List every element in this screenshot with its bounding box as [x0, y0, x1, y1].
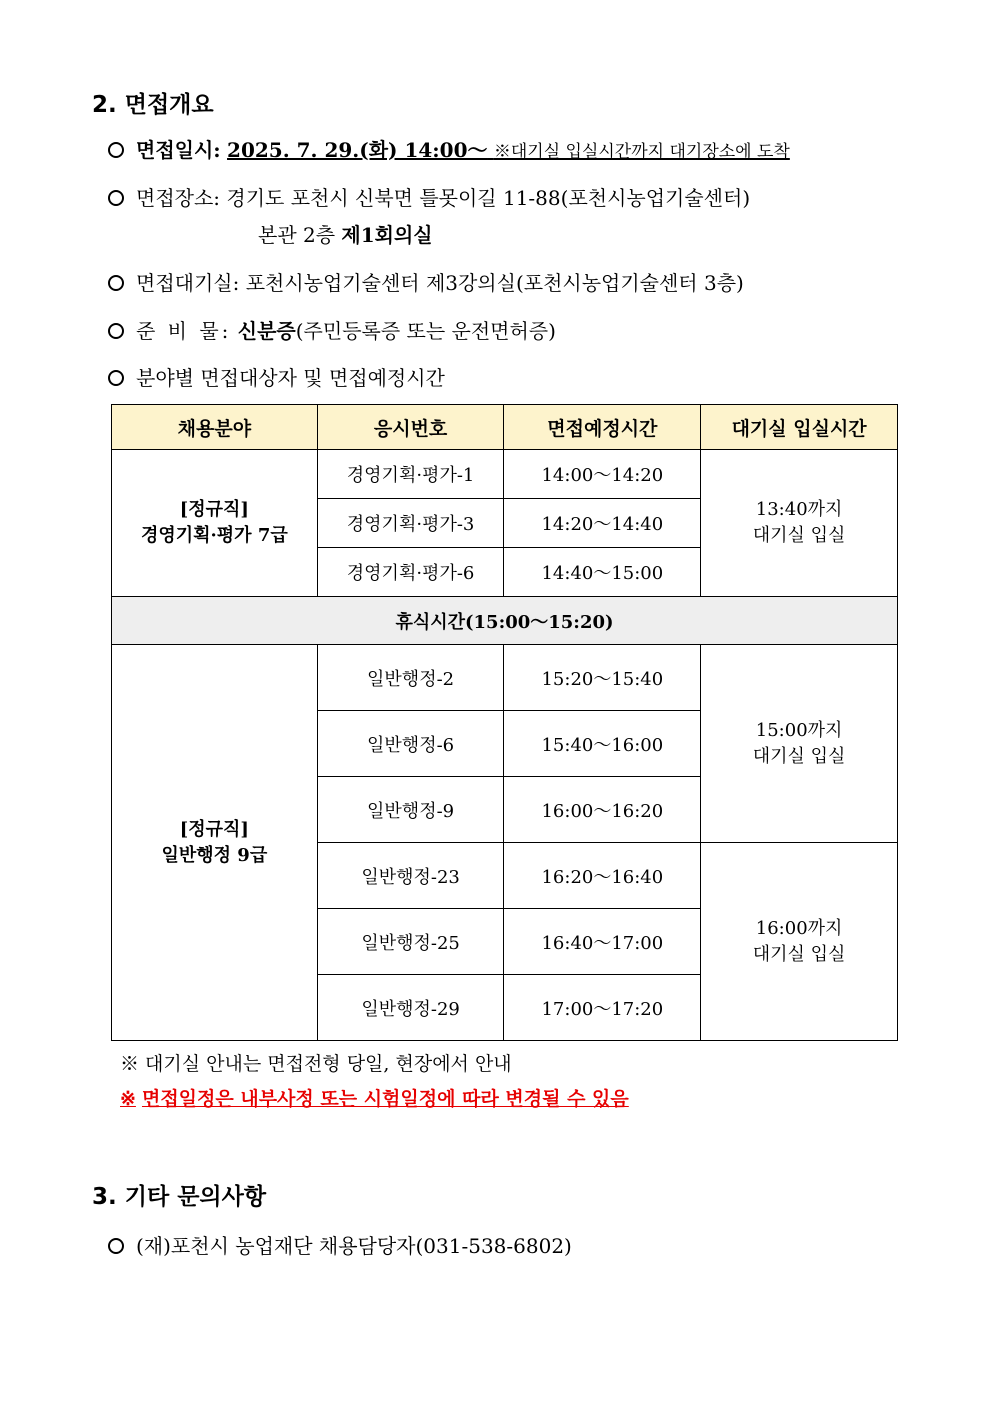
place-value: 경기도 포천시 신북면 틀못이길 11-88(포천시농업기술센터)	[226, 186, 751, 210]
schedule-intro: 분야별 면접대상자 및 면접예정시간	[136, 366, 445, 390]
items-label: 준 비 물:	[136, 319, 232, 343]
items-line	[108, 315, 556, 344]
section-2-title: 2. 면접개요	[92, 92, 214, 118]
applicant-id: 일반행정-23	[317, 843, 504, 909]
note-waiting-room: ※ 대기실 안내는 면접전형 당일, 현장에서 안내	[120, 1053, 512, 1075]
header-field: 채용분야	[112, 405, 318, 450]
contact-line	[108, 1230, 572, 1259]
warning-mark: ※	[120, 1088, 136, 1110]
interview-place-line	[108, 182, 750, 211]
interview-place-line-2	[258, 219, 433, 248]
interview-time: 16:20～16:40	[504, 843, 701, 909]
circle-bullet-icon	[108, 1238, 124, 1254]
circle-bullet-icon	[108, 370, 124, 386]
interview-time: 16:00～16:20	[504, 777, 701, 843]
interview-time: 15:40～16:00	[504, 711, 701, 777]
applicant-id: 일반행정-6	[317, 711, 504, 777]
items-bold: 신분증	[237, 319, 296, 343]
place-label: 면접장소:	[136, 186, 221, 210]
date-note: ※대기실 입실시간까지 대기장소에 도착	[493, 142, 790, 162]
date-label: 면접일시:	[136, 138, 221, 162]
interview-time: 14:20～14:40	[504, 499, 701, 548]
items-rest: (주민등록증 또는 운전면허증)	[295, 319, 556, 343]
section-3-title: 3. 기타 문의사항	[92, 1184, 267, 1210]
interview-time: 16:40～17:00	[504, 909, 701, 975]
applicant-id: 경영기획·평가-1	[317, 450, 504, 499]
waiting-room-line	[108, 267, 744, 296]
table-row	[112, 450, 898, 499]
applicant-id: 일반행정-25	[317, 909, 504, 975]
group2-entry-b: 16:00까지 대기실 입실	[701, 843, 898, 1041]
note-schedule-change	[120, 1084, 629, 1111]
applicant-id: 일반행정-2	[317, 645, 504, 711]
group2-field: [정규직] 일반행정 9급	[112, 645, 318, 1041]
interview-time: 14:40～15:00	[504, 548, 701, 597]
place-room: 제1회의실	[341, 223, 433, 247]
interview-time: 15:20～15:40	[504, 645, 701, 711]
rest-row	[112, 597, 898, 645]
circle-bullet-icon	[108, 190, 124, 206]
waiting-label: 면접대기실:	[136, 271, 240, 295]
header-time: 면접예정시간	[504, 405, 701, 450]
date-value: 2025. 7. 29.(화) 14:00～	[227, 138, 488, 162]
group1-field: [정규직] 경영기획·평가 7급	[112, 450, 318, 597]
group2-entry-a: 15:00까지 대기실 입실	[701, 645, 898, 843]
circle-bullet-icon	[108, 275, 124, 291]
table-row	[112, 645, 898, 711]
applicant-id: 일반행정-9	[317, 777, 504, 843]
applicant-id: 일반행정-29	[317, 975, 504, 1041]
header-number: 응시번호	[317, 405, 504, 450]
waiting-value: 포천시농업기술센터 제3강의실(포천시농업기술센터 3층)	[245, 271, 744, 295]
header-entry: 대기실 입실시간	[701, 405, 898, 450]
contact-text: (재)포천시 농업재단 채용담당자(031-538-6802)	[136, 1234, 572, 1258]
circle-bullet-icon	[108, 142, 124, 158]
warning-text: 면접일정은 내부사정 또는 시험일정에 따라 변경될 수 있음	[141, 1088, 629, 1110]
table-header-row	[112, 405, 898, 450]
applicant-id: 경영기획·평가-3	[317, 499, 504, 548]
interview-time: 17:00～17:20	[504, 975, 701, 1041]
group1-entry: 13:40까지 대기실 입실	[701, 450, 898, 597]
interview-time: 14:00～14:20	[504, 450, 701, 499]
schedule-intro-line	[108, 362, 445, 391]
place-line2-prefix: 본관 2층	[258, 223, 336, 247]
circle-bullet-icon	[108, 323, 124, 339]
applicant-id: 경영기획·평가-6	[317, 548, 504, 597]
rest-time: 휴식시간(15:00～15:20)	[112, 597, 898, 645]
interview-date-line	[108, 134, 790, 163]
schedule-table	[111, 404, 898, 1041]
